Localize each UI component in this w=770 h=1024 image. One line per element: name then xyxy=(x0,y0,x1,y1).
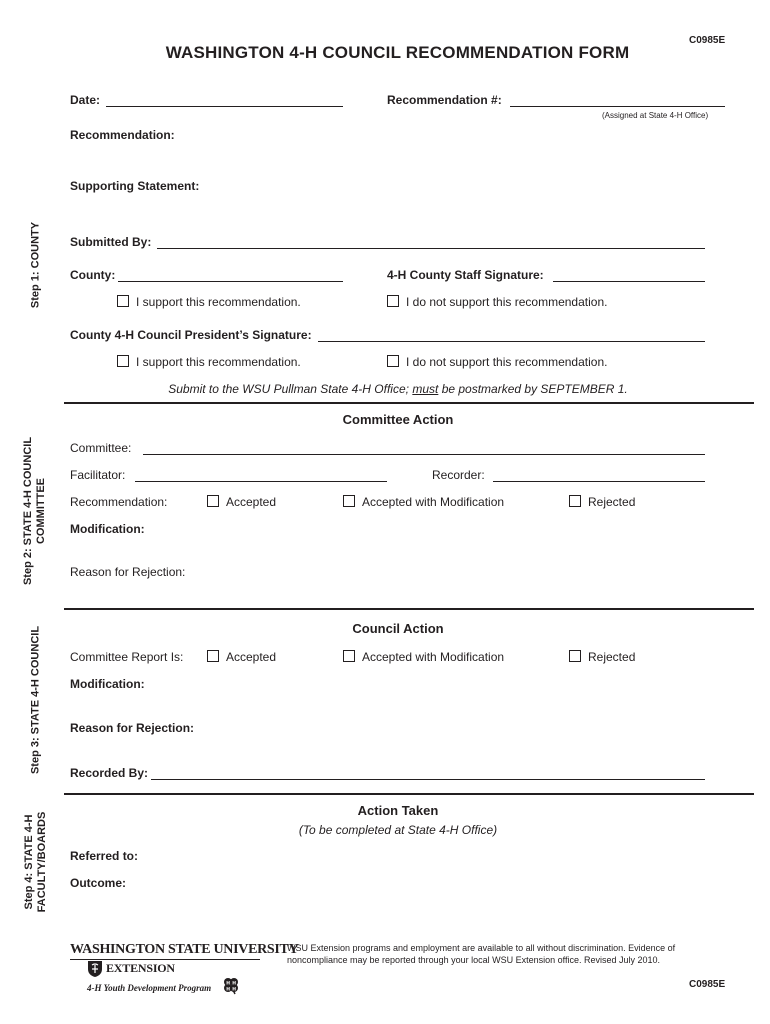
council-reason-area[interactable] xyxy=(70,738,704,762)
nondiscrimination-notice: WSU Extension programs and employment are available to all without discrimination. Evidence of noncompliance may be reported through your local WSU Extension office. Revised July 2010. xyxy=(287,943,676,965)
step3-side-label: Step 3: STATE 4-H COUNCIL xyxy=(29,625,42,775)
council-modification-area[interactable] xyxy=(70,694,704,716)
president-not-support-option[interactable] xyxy=(387,355,607,369)
recommendation-label: Recommendation: xyxy=(70,128,175,142)
referred-to-field[interactable] xyxy=(155,846,704,866)
facilitator-label: Facilitator: xyxy=(70,468,126,482)
divider-step4 xyxy=(64,793,754,795)
staff-not-support-checkbox[interactable] xyxy=(387,295,399,307)
step1-side-label: Step 1: COUNTY xyxy=(29,221,42,309)
county-label: County: xyxy=(70,268,116,282)
committee-accepted-option[interactable] xyxy=(207,495,276,509)
recorded-by-label: Recorded By: xyxy=(70,766,149,780)
submit-instruction-part1: Submit to the WSU Pullman State 4-H Office; xyxy=(168,382,409,396)
wsu-shield-icon xyxy=(87,960,103,978)
committee-accepted-checkbox[interactable] xyxy=(207,495,219,507)
page-title: WASHINGTON 4-H COUNCIL RECOMMENDATION FORM xyxy=(165,43,630,62)
committee-rejected-text: Rejected xyxy=(588,495,636,509)
council-accepted-mod-text: Accepted with Modification xyxy=(362,650,505,664)
staff-support-checkbox[interactable] xyxy=(117,295,129,307)
svg-text:H: H xyxy=(232,981,236,987)
staff-support-text: I support this recommendation. xyxy=(136,295,301,309)
county-field[interactable] xyxy=(118,281,343,282)
rec-number-field[interactable] xyxy=(510,106,725,107)
form-code-bottom: C0985E xyxy=(689,979,726,990)
staff-signature-field[interactable] xyxy=(553,281,705,282)
committee-reason-label: Reason for Rejection: xyxy=(70,565,186,579)
date-label: Date: xyxy=(70,93,101,107)
four-leaf-clover-icon xyxy=(222,977,240,995)
president-support-text: I support this recommendation. xyxy=(136,355,301,369)
committee-accepted-mod-option[interactable] xyxy=(343,495,504,509)
council-action-title: Council Action xyxy=(352,621,444,636)
step2-side-label: Step 2: STATE 4-H COUNCIL COMMITTEE xyxy=(22,436,47,586)
divider-step2 xyxy=(64,402,754,404)
council-reason-label: Reason for Rejection: xyxy=(70,721,195,735)
rec-number-note: (Assigned at State 4-H Office) xyxy=(602,111,709,120)
staff-signature-label: 4-H County Staff Signature: xyxy=(387,268,544,282)
council-accepted-option[interactable] xyxy=(207,650,276,664)
committee-accepted-text: Accepted xyxy=(226,495,277,509)
committee-modification-area[interactable] xyxy=(70,540,704,564)
committee-modification-label: Modification: xyxy=(70,522,145,536)
recommendation-area[interactable] xyxy=(70,146,704,174)
council-accepted-checkbox[interactable] xyxy=(207,650,219,662)
facilitator-field[interactable] xyxy=(135,481,387,482)
council-accepted-text: Accepted xyxy=(226,650,277,664)
committee-label: Committee: xyxy=(70,441,132,455)
president-signature-field[interactable] xyxy=(318,341,705,342)
committee-field[interactable] xyxy=(143,454,705,455)
president-support-option[interactable] xyxy=(117,355,301,369)
staff-not-support-text: I do not support this recommendation. xyxy=(406,295,608,309)
action-taken-subtitle: (To be completed at State 4-H Office) xyxy=(298,823,498,837)
council-accepted-mod-option[interactable] xyxy=(343,650,504,664)
wsu-logo-extension: EXTENSION xyxy=(106,961,175,975)
recorded-by-field[interactable] xyxy=(151,779,705,780)
submit-instruction-must: must xyxy=(412,382,439,396)
divider-step3 xyxy=(64,608,754,610)
svg-text:H: H xyxy=(226,981,230,987)
president-signature-label: County 4-H Council President’s Signature: xyxy=(70,328,312,342)
date-field[interactable] xyxy=(106,106,343,107)
action-taken-title: Action Taken xyxy=(357,803,439,818)
committee-recommendation-label: Recommendation: xyxy=(70,495,168,509)
outcome-field[interactable] xyxy=(135,873,704,913)
council-accepted-mod-checkbox[interactable] xyxy=(343,650,355,662)
council-modification-label: Modification: xyxy=(70,677,145,691)
president-support-checkbox[interactable] xyxy=(117,355,129,367)
form-code-top: C0985E xyxy=(689,35,726,46)
committee-action-title: Committee Action xyxy=(342,412,454,427)
supporting-statement-area[interactable] xyxy=(70,196,704,232)
council-rejected-checkbox[interactable] xyxy=(569,650,581,662)
step4-side-label: Step 4: STATE 4-H FACULTY/BOARDS xyxy=(23,811,48,913)
staff-support-option[interactable] xyxy=(117,295,301,309)
submit-instruction xyxy=(64,382,732,396)
committee-rejected-option[interactable] xyxy=(569,495,635,509)
program-name: 4-H Youth Development Program xyxy=(87,983,212,993)
outcome-label: Outcome: xyxy=(70,876,127,890)
staff-not-support-option[interactable] xyxy=(387,295,607,309)
rec-number-label: Recommendation #: xyxy=(387,93,502,107)
committee-report-label: Committee Report Is: xyxy=(70,650,184,664)
recorder-label: Recorder: xyxy=(432,468,485,482)
president-not-support-checkbox[interactable] xyxy=(387,355,399,367)
submitted-by-field[interactable] xyxy=(157,248,705,249)
wsu-logo-name: WASHINGTON STATE UNIVERSITY xyxy=(70,942,299,957)
council-rejected-option[interactable] xyxy=(569,650,635,664)
referred-to-label: Referred to: xyxy=(70,849,139,863)
submitted-by-label: Submitted By: xyxy=(70,235,152,249)
council-rejected-text: Rejected xyxy=(588,650,636,664)
submit-instruction-part2: be postmarked by SEPTEMBER 1. xyxy=(441,382,628,396)
committee-rejected-checkbox[interactable] xyxy=(569,495,581,507)
svg-text:H: H xyxy=(226,987,230,993)
president-not-support-text: I do not support this recommendation. xyxy=(406,355,608,369)
committee-reason-area[interactable] xyxy=(70,582,704,606)
svg-text:H: H xyxy=(232,987,236,993)
supporting-statement-label: Supporting Statement: xyxy=(70,179,200,193)
committee-accepted-mod-text: Accepted with Modification xyxy=(362,495,505,509)
recorder-field[interactable] xyxy=(493,481,705,482)
committee-accepted-mod-checkbox[interactable] xyxy=(343,495,355,507)
